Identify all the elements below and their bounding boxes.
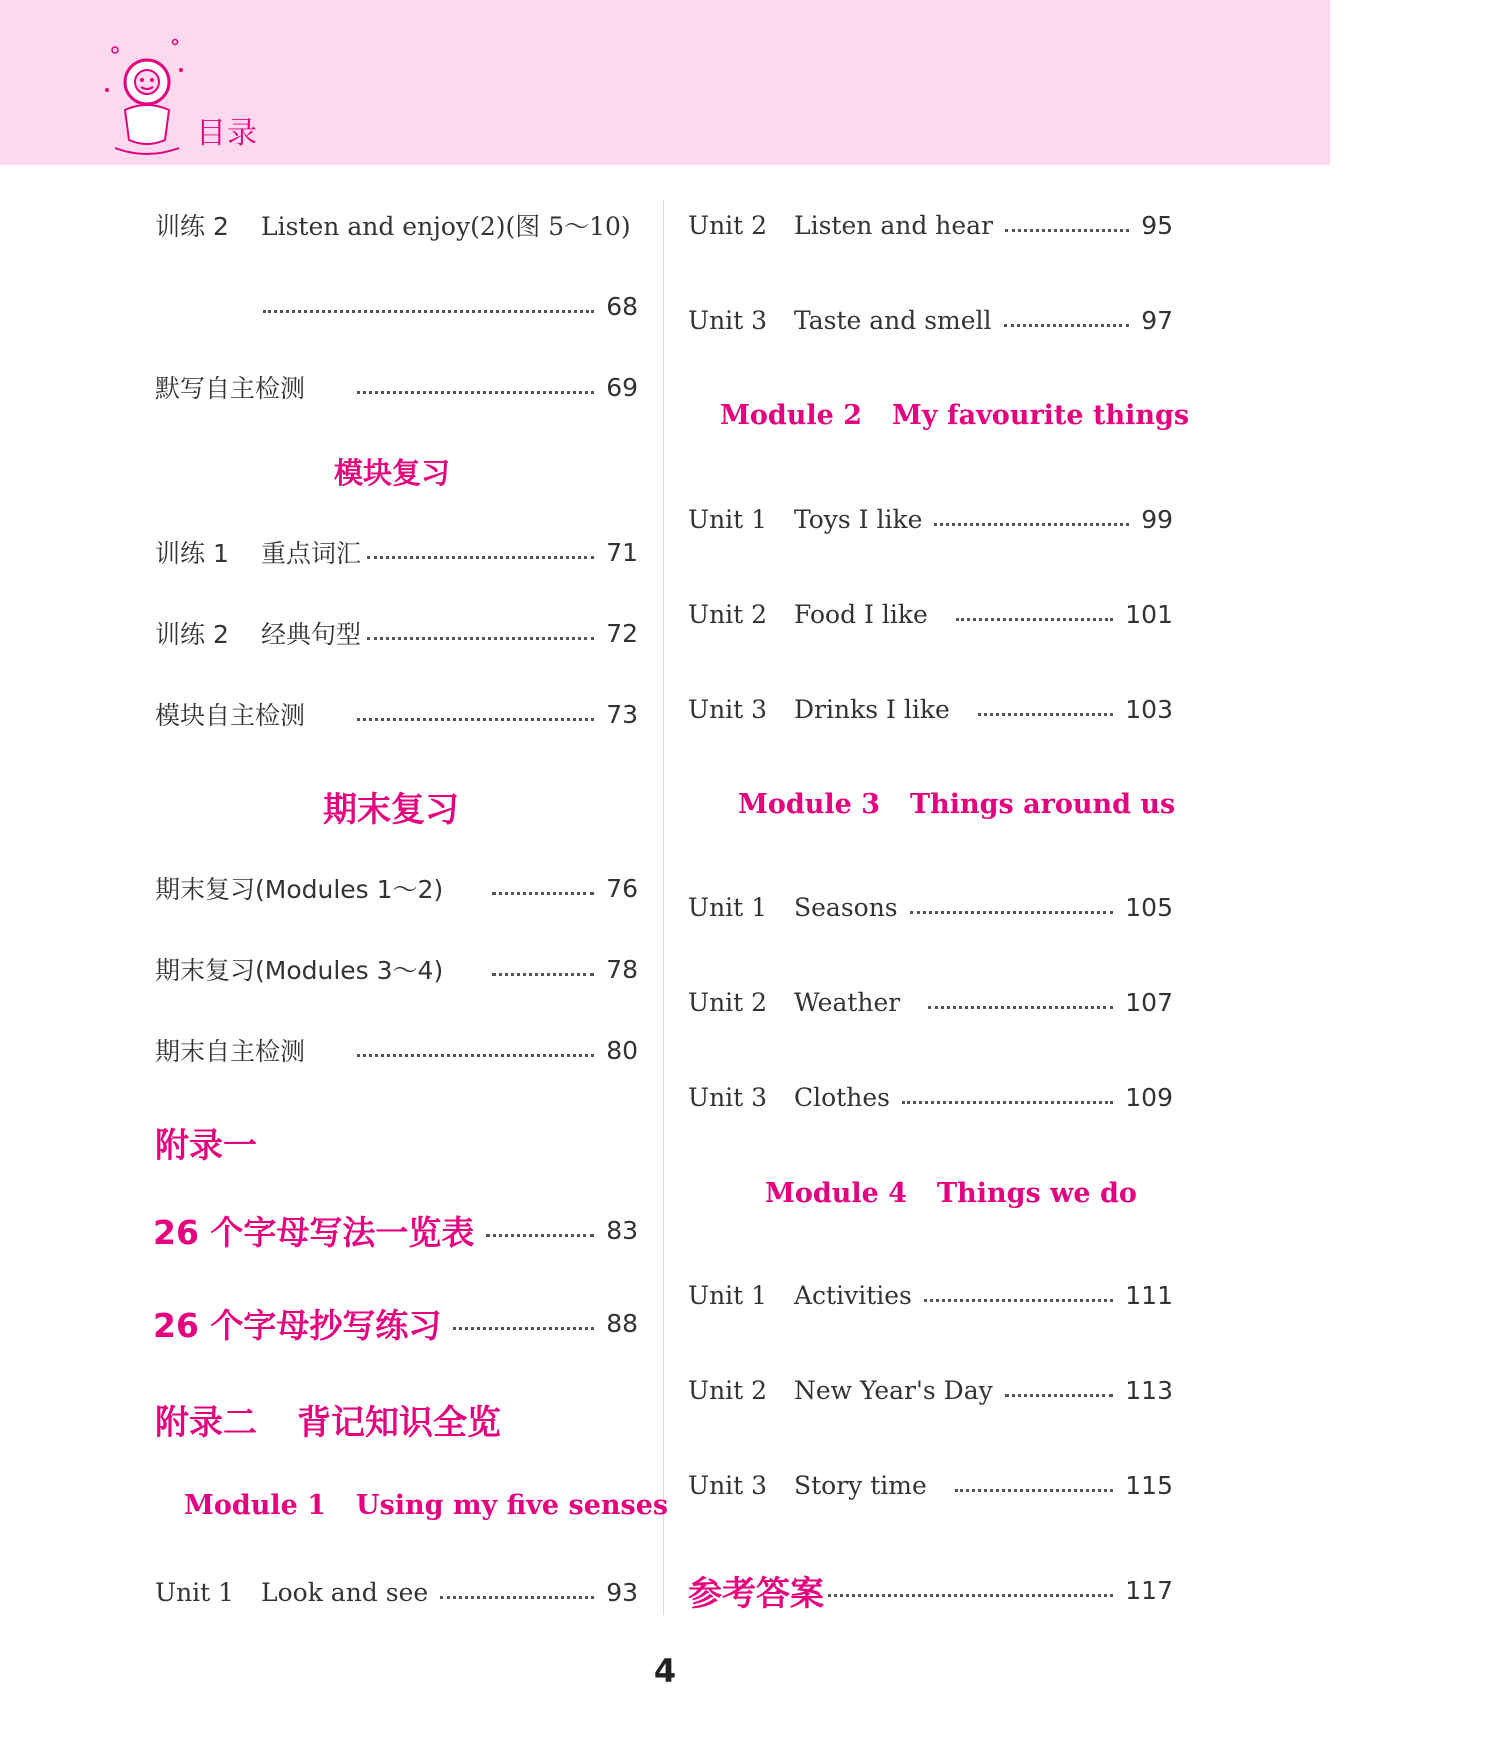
leader-dots: [924, 1299, 1113, 1302]
leader-dots: [1005, 229, 1129, 232]
toc-entry[interactable]: [688, 1079, 1173, 1115]
entry-title: Drinks I like: [794, 694, 950, 724]
entry-title: 默写自主检测: [155, 374, 306, 403]
entry-title: Toys I like: [794, 504, 923, 534]
module-title: Things around us: [910, 789, 1176, 820]
entry-title: Seasons: [794, 892, 898, 922]
module-number: Module 1: [184, 1490, 327, 1521]
entry-title: 期末复习(Modules 3～4): [155, 956, 444, 985]
entry-prefix: Unit 3: [688, 1470, 768, 1500]
leader-dots: [928, 1006, 1113, 1009]
appendix-heading: [155, 1395, 501, 1444]
leader-dots: [955, 1489, 1113, 1492]
leader-dots: [367, 637, 594, 640]
section-heading: 期末复习: [323, 790, 459, 830]
module-title: Things we do: [937, 1178, 1137, 1209]
leader-dots: [978, 713, 1114, 716]
entry-title: 期末自主检测: [155, 1037, 306, 1066]
toc-entry[interactable]: [688, 1467, 1173, 1503]
leader-dots: [902, 1101, 1113, 1104]
toc-entry[interactable]: [155, 615, 638, 651]
entry-prefix: 训练 2: [155, 212, 229, 241]
entry-title: 模块自主检测: [155, 701, 306, 730]
leader-dots: [910, 911, 1114, 914]
page-number: 117: [1125, 1575, 1173, 1605]
page-number: 88: [606, 1308, 638, 1338]
entry-prefix: Unit 3: [688, 305, 768, 335]
entry-prefix: Unit 1: [155, 1577, 235, 1607]
leader-dots: [263, 310, 594, 313]
entry-title: Listen and hear: [794, 210, 994, 240]
page-number: 95: [1141, 210, 1173, 240]
page-number: 111: [1125, 1280, 1173, 1310]
toc-entry[interactable]: [155, 1032, 638, 1068]
entry-title: 26 个字母抄写练习: [153, 1305, 442, 1345]
page-number: 69: [606, 372, 638, 402]
entry-title: 重点词汇: [261, 539, 362, 568]
entry-title: Activities: [794, 1280, 912, 1310]
entry-prefix: Unit 2: [688, 210, 768, 240]
toc-entry-continuation[interactable]: [263, 288, 638, 324]
header-title: 目录: [196, 116, 258, 151]
page-number: 72: [606, 618, 638, 648]
leader-dots: [357, 1054, 594, 1057]
toc-entry[interactable]: [688, 691, 1173, 727]
leader-dots: [828, 1594, 1113, 1597]
page-number: 107: [1125, 987, 1173, 1017]
entry-title: Food I like: [794, 599, 928, 629]
page-number: 93: [606, 1577, 638, 1607]
entry-title: 经典句型: [261, 620, 362, 649]
toc-entry[interactable]: [155, 369, 638, 405]
module-number: Module 2: [720, 400, 863, 431]
leader-dots: [492, 973, 594, 976]
toc-entry[interactable]: [688, 501, 1173, 537]
entry-prefix: Unit 2: [688, 1375, 768, 1405]
entry-prefix: 训练 2: [155, 620, 229, 649]
entry-title: 26 个字母写法一览表: [153, 1212, 475, 1252]
entry-prefix: Unit 2: [688, 599, 768, 629]
toc-entry[interactable]: [155, 696, 638, 732]
toc-entry[interactable]: [155, 534, 638, 570]
entry-title: Look and see: [261, 1577, 429, 1607]
module-title: My favourite things: [892, 400, 1190, 431]
entry-title: Story time: [794, 1470, 927, 1500]
entry-prefix: Unit 1: [688, 1280, 768, 1310]
page-number: 80: [606, 1035, 638, 1065]
toc-entry[interactable]: [155, 1574, 638, 1610]
leader-dots: [1005, 1394, 1114, 1397]
entry-title: 参考答案: [688, 1573, 824, 1614]
entry-prefix: 训练 1: [155, 539, 229, 568]
module-heading: [738, 789, 1175, 820]
page-number: 78: [606, 954, 638, 984]
page-number: 101: [1125, 599, 1173, 629]
toc-entry[interactable]: [688, 889, 1173, 925]
entry-prefix: Unit 1: [688, 504, 768, 534]
module-title: Using my five senses: [356, 1490, 669, 1521]
toc-entry[interactable]: [155, 207, 645, 243]
entry-title: 期末复习(Modules 1～2): [155, 875, 444, 904]
toc-entry[interactable]: [688, 302, 1173, 338]
page-number: 103: [1125, 694, 1173, 724]
toc-entry[interactable]: [153, 1212, 638, 1252]
entry-title: Weather: [794, 987, 901, 1017]
entry-title: Clothes: [794, 1082, 890, 1112]
page-number: 97: [1141, 305, 1173, 335]
section-heading: 模块复习: [334, 456, 451, 490]
module-heading: [765, 1178, 1137, 1209]
leader-dots: [934, 523, 1129, 526]
page-number: 113: [1125, 1375, 1173, 1405]
toc-entry[interactable]: [688, 596, 1173, 632]
appendix-number: 附录二: [155, 1403, 257, 1443]
page-number: 115: [1125, 1470, 1173, 1500]
leader-dots: [1004, 324, 1130, 327]
page-number: 99: [1141, 504, 1173, 534]
appendix-title: 背记知识全览: [297, 1403, 501, 1443]
leader-dots: [367, 556, 594, 559]
leader-dots: [492, 892, 594, 895]
page-number-footer: 4: [653, 1652, 677, 1690]
module-number: Module 4: [765, 1178, 908, 1209]
toc-entry[interactable]: [153, 1305, 638, 1345]
entry-prefix: Unit 2: [688, 987, 768, 1017]
page-number: 76: [606, 873, 638, 903]
toc-entry[interactable]: [688, 1277, 1173, 1313]
module-heading: [720, 400, 1189, 431]
entry-title: Taste and smell: [794, 305, 992, 335]
page-number: 68: [606, 291, 638, 321]
toc-entry[interactable]: [155, 951, 638, 987]
module-number: Module 3: [738, 789, 881, 820]
page-number: 83: [606, 1215, 638, 1245]
entry-title: Listen and enjoy(2)(图 5～10): [261, 212, 631, 241]
toc-entry[interactable]: [688, 984, 1173, 1020]
entry-prefix: Unit 3: [688, 1082, 768, 1112]
toc-entry[interactable]: [155, 870, 638, 906]
entry-prefix: Unit 3: [688, 694, 768, 724]
module-heading: [184, 1490, 668, 1521]
page-number: 71: [606, 537, 638, 567]
leader-dots: [440, 1596, 594, 1599]
leader-dots: [357, 391, 594, 394]
cartoon-mascot-icon: [95, 30, 195, 165]
column-divider: [663, 200, 664, 1615]
page-number: 73: [606, 699, 638, 729]
entry-prefix: Unit 1: [688, 892, 768, 922]
page-number: 109: [1125, 1082, 1173, 1112]
toc-entry[interactable]: [688, 207, 1173, 243]
entry-title: New Year's Day: [794, 1375, 993, 1405]
page-number: 105: [1125, 892, 1173, 922]
leader-dots: [453, 1327, 594, 1330]
leader-dots: [956, 618, 1113, 621]
header-band: [0, 0, 1330, 165]
leader-dots: [357, 718, 594, 721]
toc-entry[interactable]: [688, 1372, 1173, 1408]
toc-entry[interactable]: [688, 1572, 1173, 1614]
leader-dots: [486, 1234, 594, 1237]
appendix-heading: 附录一: [155, 1126, 257, 1166]
